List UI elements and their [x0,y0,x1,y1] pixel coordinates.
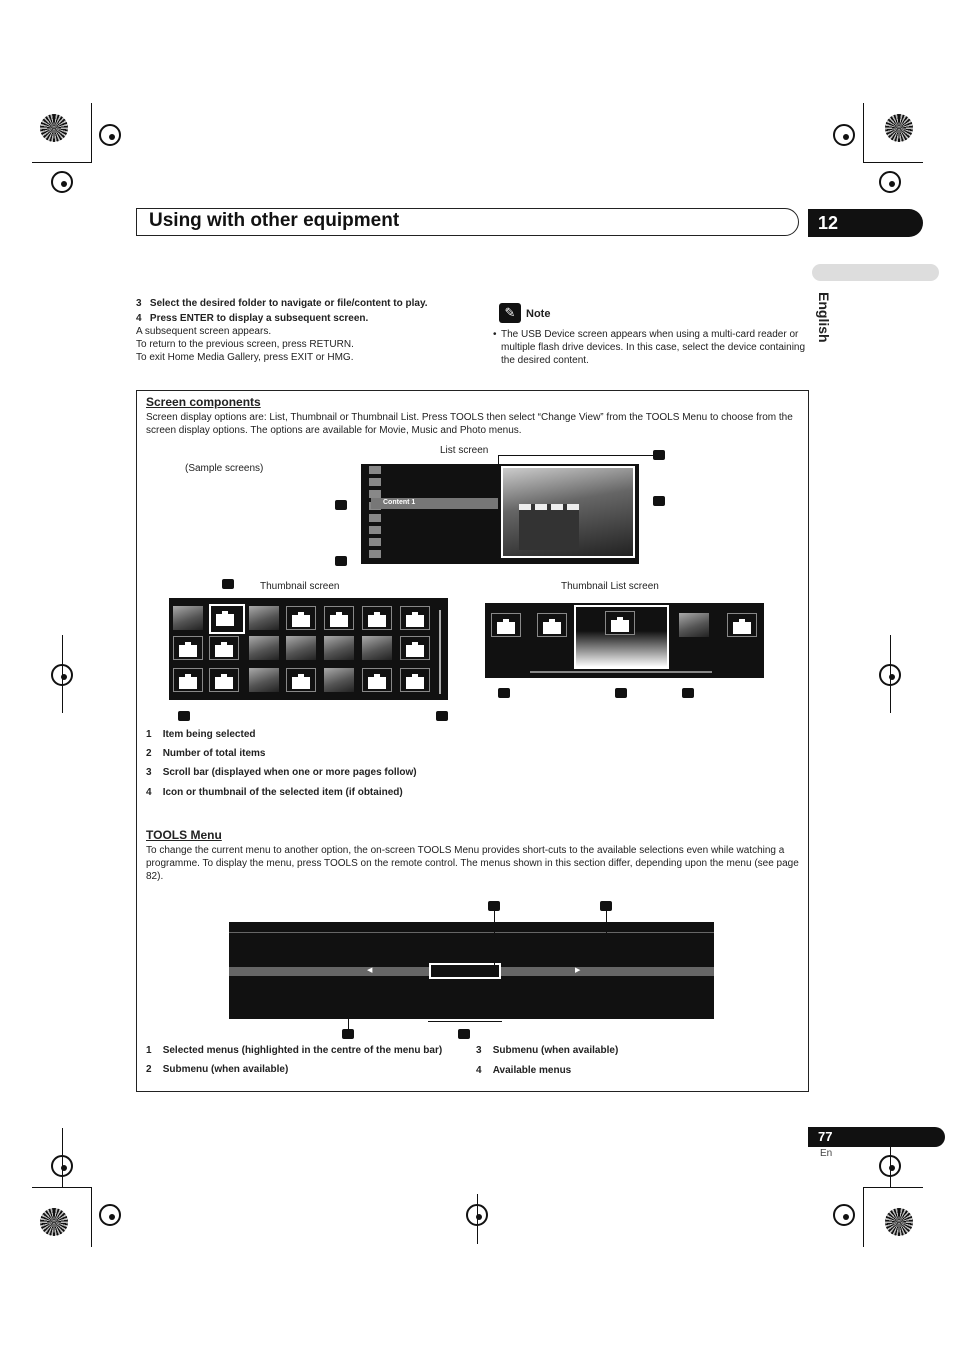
screen-components-title: Screen components [146,395,261,409]
tools-legend-3: 3 Submenu (when available) [476,1045,619,1056]
crosshair-icon [99,124,121,146]
registration-ring-icon [40,114,68,142]
page-language: En [820,1148,833,1159]
page-title: Using with other equipment [149,210,400,231]
crosshair-icon [833,124,855,146]
language-tab [812,264,939,281]
note-bullet-icon: • [493,329,497,340]
crosshair-icon [879,171,901,193]
selected-content-label: Content 1 [383,499,416,506]
selected-menu-highlight [429,963,501,979]
registration-ring-icon [885,1208,913,1236]
legend-item-3: 3 Scroll bar (displayed when one or more pages follow) [146,767,417,778]
sample-screens-label: (Sample screens) [185,463,264,474]
note-text: The USB Device screen appears when using a multi-card reader or multiple flash drive devices. In this case, select the device containing the desired content. [501,329,806,366]
thumbnail-screen [169,598,448,700]
tools-legend-2: 2 Submenu (when available) [146,1064,289,1075]
legend-item-4: 4 Icon or thumbnail of the selected item (if obtained) [146,787,403,798]
step-4: 4 Press ENTER to display a subsequent screen. [136,313,369,324]
legend-item-2: 2 Number of total items [146,748,266,759]
arrow-right-icon: ▶ [575,967,581,974]
list-screen-label: List screen [440,445,489,456]
tools-menu-title: TOOLS Menu [146,828,222,842]
page-number: 77 [808,1127,945,1147]
list-screen [361,464,639,564]
arrow-left-icon: ◀ [367,967,373,974]
language-label: English [816,292,832,343]
registration-ring-icon [885,114,913,142]
note-pencil-icon: ✎ [499,303,521,323]
note-title: Note [526,308,551,320]
crosshair-icon [99,1204,121,1226]
chapter-number: 12 [808,209,923,237]
thumbnail-list-screen [485,603,764,678]
registration-ring-icon [40,1208,68,1236]
step-3: 3 Select the desired folder to navigate or file/content to play. [136,298,428,309]
tools-legend-4: 4 Available menus [476,1065,572,1076]
thumbnail-list-screen-label: Thumbnail List screen [561,581,659,592]
screen-components-intro: Screen display options are: List, Thumbnail or Thumbnail List. Press TOOLS then select “Change View” from the TOOLS Menu to choose from the screen display options. The options are available for Movie, Music and Photo menus. [146,412,793,436]
legend-item-1: 1 Item being selected [146,729,256,740]
step-body: A subsequent screen appears. To return to the previous screen, press RETURN. To exit Home Media Gallery, press EXIT or HMG. [136,326,354,363]
tools-menu-screen [229,922,714,1019]
tools-menu-intro: To change the current menu to another option, the on-screen TOOLS Menu provides short-cuts to the available selections even while watching a programme. To display the menu, press TOOLS on the remote control. The menus shown in this section differ, depending upon the menu (see page 82). [146,845,799,882]
crosshair-icon [833,1204,855,1226]
thumbnail-screen-label: Thumbnail screen [260,581,340,592]
crosshair-icon [51,171,73,193]
tools-legend-1: 1 Selected menus (highlighted in the centre of the menu bar) [146,1045,443,1056]
